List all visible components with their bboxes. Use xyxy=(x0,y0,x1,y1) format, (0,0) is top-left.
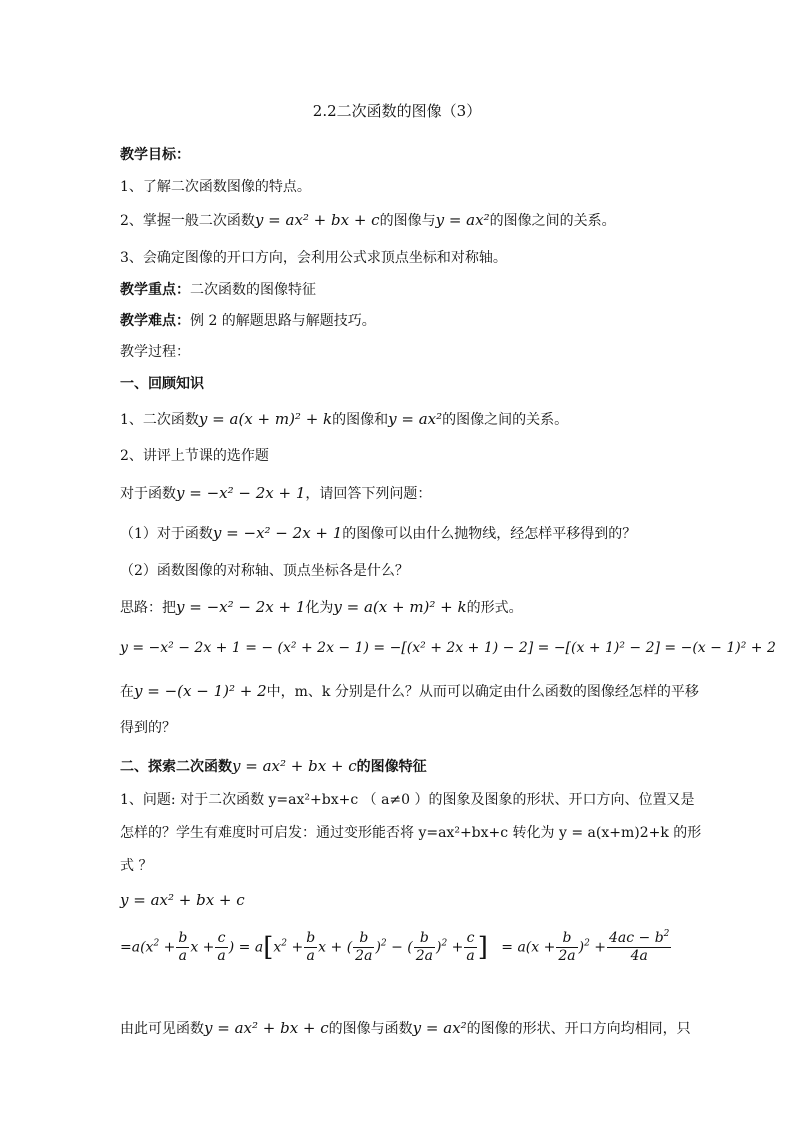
derivation-formula: y = −x² − 2x + 1 = − (x² + 2x − 1) = −[(x² + 2x + 1) − 2] = −[(x + 1)² − 2] = −(x − 1)² + 2 xyxy=(120,640,776,656)
question-1: （1）对于函数y = −x² − 2x + 1的图像可以由什么抛物线，经怎样平移得到的？ xyxy=(120,524,637,542)
key-point: 教学重点：二次函数的图像特征 xyxy=(120,282,316,298)
review-item-1: 1、二次函数y = a(x + m)² + k的图像和y = ax²的图像之间的关系。 xyxy=(120,410,569,428)
process-label: 教学过程： xyxy=(120,344,190,360)
section1-heading: 一、回顾知识 xyxy=(120,376,204,392)
idea-line: 思路：把y = −x² − 2x + 1化为y = a(x + m)² + k的形式。 xyxy=(120,598,523,616)
problem-line-3: 式 ？ xyxy=(120,858,153,874)
question-2: （2）函数图像的对称轴、顶点坐标各是什么？ xyxy=(120,563,409,579)
formula: y = a(x + m)² + k xyxy=(333,598,467,616)
function-prompt: 对于函数y = −x² − 2x + 1，请回答下列问题： xyxy=(120,484,432,502)
formula: y = ax² + bx + c xyxy=(254,211,380,229)
objectives-heading: 教学目标： xyxy=(120,147,190,163)
completing-square-formula: $=a(x^2$ + $\frac{b}{a}$ x + $\frac{c}{a}$ ) = $a[x^2$ + $\frac{b}{a}$ x + ( $\frac{b}{2a}$ )$^2$ − ( $\frac{b}{2a}$ )$^2$ + $\frac{c}{a}$ ] = a(x + $\frac{b}{2a}$ )$^2$ + $\frac{4ac - b^2}{4a}$ xyxy=(120,929,670,964)
objective-3: 3、会确定图像的开口方向，会利用公式求顶点坐标和对称轴。 xyxy=(120,250,507,266)
formula: y = −x² − 2x + 1 xyxy=(212,524,343,542)
conclusion-line: 由此可见函数y = ax² + bx + c的图像与函数y = ax²的图像的形状、开口方向均相同，只 xyxy=(120,1019,691,1037)
formula: y = −(x − 1)² + 2 xyxy=(134,682,267,700)
formula: y = ax² + bx + c xyxy=(232,757,357,775)
objective-1: 1、了解二次函数图像的特点。 xyxy=(120,179,311,195)
problem-line-1: 1、问题: 对于二次函数 y=ax²+bx+c （ a≠0 ）的图象及图象的形状、开口方向、位置又是 xyxy=(120,792,695,808)
ask-line: 在y = −(x − 1)² + 2中，m、k 分别是什么？从而可以确定由什么函数的图像经怎样的平移 xyxy=(120,682,699,700)
objective-2: 2、掌握一般二次函数y = ax² + bx + c的图像与y = ax²的图像之间的关系。 xyxy=(120,211,616,229)
formula: y = ax² xyxy=(388,410,443,428)
formula: y = −x² − 2x + 1 xyxy=(176,484,306,502)
formula: y = a(x + m)² + k xyxy=(198,410,333,428)
difficulty: 教学难点：例 2 的解题思路与解题技巧。 xyxy=(120,313,376,329)
ask-line-2: 得到的？ xyxy=(120,720,176,736)
formula: y = −x² − 2x + 1 xyxy=(176,598,306,616)
review-item-2: 2、讲评上节课的选作题 xyxy=(120,448,269,464)
page-title: 2.2二次函数的图像（3） xyxy=(312,102,482,120)
section2-heading: 二、探索二次函数y = ax² + bx + c的图像特征 xyxy=(120,757,427,775)
problem-line-2: 怎样的？学生有难度时可启发：通过变形能否将 y=ax²+bx+c 转化为 y = a(x+m)2+k 的形 xyxy=(120,825,702,841)
formula-start: y = ax² + bx + c xyxy=(120,891,245,909)
formula: y = ax² xyxy=(412,1019,467,1037)
formula: y = ax² xyxy=(435,211,490,229)
formula: y = ax² + bx + c xyxy=(204,1019,329,1037)
